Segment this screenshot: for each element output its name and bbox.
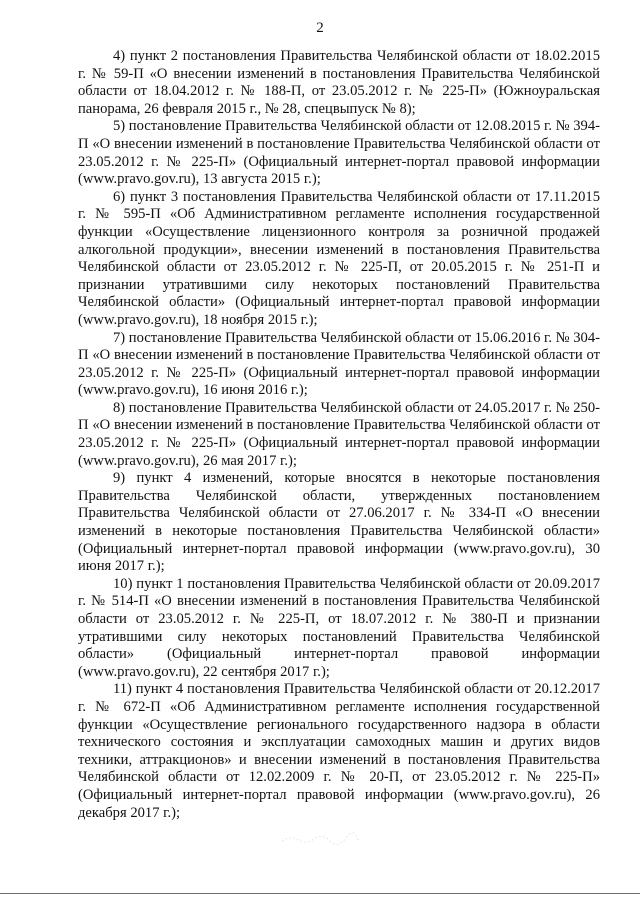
- document-body: [78, 48, 600, 822]
- list-item: 6) пункт 3 постановления Правительства Челябинской области от 17.11.2015 г. № 595-П «Об Административном регламенте исполнения государственной функции «Осуществление лицензионного контроля за розничной продажей алкогольной продукции», внесении изменений в постановления Правительства Челябинской области от 23.05.2012 г. № 225-П, от 20.05.2015 г. № 251-П и признании утратившими силу некоторых постановлений Правительства Челябинской области» (Официальный интернет-портал правовой информации (www.pravo.gov.ru), 18 ноября 2015 г.);: [78, 188, 600, 328]
- list-item: 11) пункт 4 постановления Правительства Челябинской области от 20.12.2017 г. № 672-П «Об Административном регламенте исполнения государственной функции «Осуществление регионального государственного надзора в области технического состояния и эксплуатации самоходных машин и других видов техники, аттракционов» и внесении изменений в постановления Правительства Челябинской области от 12.02.2009 г. № 20-П, от 23.05.2012 г. № 225-П» (Официальный интернет-портал правовой информации (www.pravo.gov.ru), 26 декабря 2017 г.);: [78, 681, 600, 821]
- faint-stamp-mark: [280, 832, 360, 846]
- list-item: 8) постановление Правительства Челябинской области от 24.05.2017 г. № 250-П «О внесении изменений в постановление Правительства Челябинской области от 23.05.2012 г. № 225-П» (Официальный интернет-портал правовой информации (www.pravo.gov.ru), 26 мая 2017 г.);: [78, 399, 601, 469]
- page-number: 2: [316, 20, 324, 36]
- list-item: 4) пункт 2 постановления Правительства Челябинской области от 18.02.2015 г. № 59-П «О внесении изменений в постановления Правительства Челябинской области от 18.04.2012 г. № 188-П, от 23.05.2012 г. № 225-П» (Южноуральская панорама, 26 февраля 2015 г., № 28, спецвыпуск № 8);: [78, 48, 600, 117]
- list-item: 9) пункт 4 изменений, которые вносятся в некоторые постановления Правительства Челябинской области, утвержденных постановлением Правительства Челябинской области от 27.06.2017 г. № 334-П «О внесении изменений в некоторые постановления Правительства Челябинской области» (Официальный интернет-портал правовой информации (www.pravo.gov.ru), 30 июня 2017 г.);: [78, 470, 600, 575]
- list-item: 5) постановление Правительства Челябинской области от 12.08.2015 г. № 394-П «О внесении изменений в постановление Правительства Челябинской области от 23.05.2012 г. № 225-П» (Официальный интернет-портал правовой информации (www.pravo.gov.ru), 13 августа 2015 г.);: [78, 118, 601, 188]
- list-item: 7) постановление Правительства Челябинской области от 15.06.2016 г. № 304-П «О внесении изменений в постановление Правительства Челябинской области от 23.05.2012 г. № 225-П» (Официальный интернет-портал правовой информации (www.pravo.gov.ru), 16 июня 2016 г.);: [78, 329, 601, 399]
- page-bottom-rule: [0, 893, 640, 894]
- list-item: 10) пункт 1 постановления Правительства Челябинской области от 20.09.2017 г. № 514-П «О внесении изменений в постановления Правительства Челябинской области от 23.05.2012 г. № 225-П, от 18.07.2012 г. № 380-П и признании утратившими силу некоторых постановлений Правительства Челябинской области» (Официальный интернет-портал правовой информации (www.pravo.gov.ru), 22 сентября 2017 г.);: [78, 575, 600, 680]
